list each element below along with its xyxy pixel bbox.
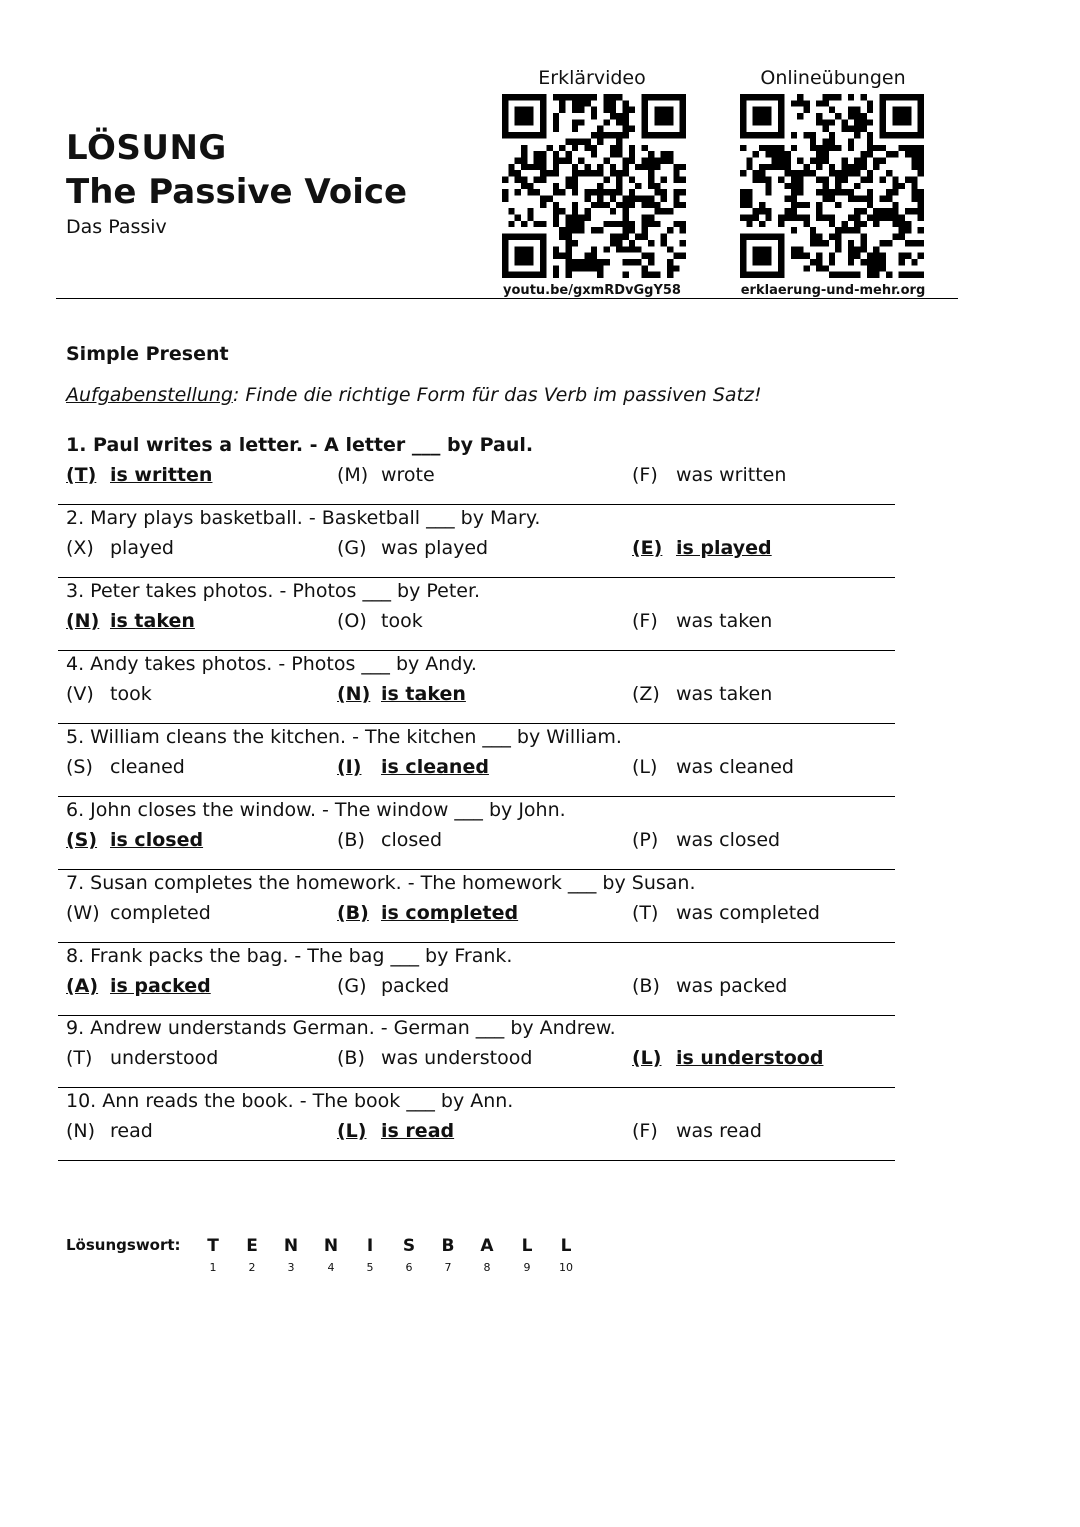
exercise-option: (Z) was taken [632, 683, 773, 705]
solution-number: 2 [248, 1261, 256, 1274]
exercise-option: (W) completed [66, 902, 211, 924]
exercise-option-correct: (L) is understood [632, 1047, 824, 1069]
solution-number: 1 [209, 1261, 217, 1274]
exercise-option-correct: (S) is closed [66, 829, 204, 851]
exercise-question: 3. Peter takes photos. - Photos ___ by Peter. [66, 580, 481, 602]
solution-letter: E [246, 1236, 258, 1256]
exercise-option: (G) was played [337, 537, 489, 559]
solution-letter: B [441, 1236, 455, 1256]
exercise-option: (G) packed [337, 975, 450, 997]
solution-number: 4 [327, 1261, 335, 1274]
exercise-item [58, 653, 895, 724]
exercise-item [58, 434, 895, 505]
solution-word-label: Lösungswort: [66, 1236, 181, 1254]
exercise-option: (N) read [66, 1120, 153, 1142]
exercise-item [58, 1090, 895, 1161]
exercise-option-correct: (A) is packed [66, 975, 211, 997]
exercise-question: 7. Susan completes the homework. - The homework ___ by Susan. [66, 872, 696, 894]
video-url: youtu.be/gxmRDvGgY58 [503, 283, 681, 298]
task-text: : Finde die richtige Form für das Verb im passiven Satz! [232, 384, 762, 406]
exercise-question: 8. Frank packs the bag. - The bag ___ by Frank. [66, 945, 513, 967]
exercise-option-correct: (N) is taken [66, 610, 195, 632]
exercise-item [58, 872, 895, 943]
exercise-option-correct: (N) is taken [337, 683, 466, 705]
exercise-option-correct: (E) is played [632, 537, 772, 559]
solution-letter: L [521, 1236, 533, 1256]
solution-title: LÖSUNG [66, 128, 227, 168]
exercise-item [58, 580, 895, 651]
solution-letter: I [366, 1236, 374, 1256]
exercise-question: 6. John closes the window. - The window ___ by John. [66, 799, 566, 821]
online-exercises-label: Onlineübungen [760, 67, 906, 89]
solution-number: 8 [483, 1261, 491, 1274]
solution-letter: A [480, 1236, 494, 1256]
exercise-option-correct: (B) is completed [337, 902, 519, 924]
video-label: Erklärvideo [538, 67, 646, 89]
solution-number: 3 [287, 1261, 295, 1274]
exercise-option-correct: (I) is cleaned [337, 756, 489, 778]
exercise-option: (T) was completed [632, 902, 820, 924]
task-instruction [66, 384, 762, 406]
exercise-option-correct: (L) is read [337, 1120, 455, 1142]
exercise-item [58, 799, 895, 870]
exercise-option: (L) was cleaned [632, 756, 794, 778]
exercise-option: (O) took [337, 610, 423, 632]
exercise-item [58, 945, 895, 1016]
exercise-question: 2. Mary plays basketball. - Basketball ___ by Mary. [66, 507, 541, 529]
exercise-option: (F) was written [632, 464, 787, 486]
solution-number: 7 [444, 1261, 452, 1274]
solution-number: 10 [559, 1261, 573, 1274]
exercise-option: (B) was packed [632, 975, 788, 997]
task-label: Aufgabenstellung [66, 384, 233, 406]
exercise-option: (F) was taken [632, 610, 773, 632]
section-title: Simple Present [66, 343, 229, 365]
page-subtitle: Das Passiv [66, 216, 167, 238]
header-divider [56, 298, 958, 299]
exercise-option: (F) was read [632, 1120, 762, 1142]
exercise-question: 1. Paul writes a letter. - A letter ___ by Paul. [66, 434, 534, 456]
exercise-option: (T) understood [66, 1047, 219, 1069]
solution-number: 9 [523, 1261, 531, 1274]
exercise-option: (B) closed [337, 829, 442, 851]
exercise-option: (B) was understood [337, 1047, 533, 1069]
qr-code-icon [740, 94, 924, 278]
exercise-item [58, 1017, 895, 1088]
exercise-question: 9. Andrew understands German. - German ___ by Andrew. [66, 1017, 616, 1039]
solution-letter: L [560, 1236, 572, 1256]
exercise-question: 5. William cleans the kitchen. - The kitchen ___ by William. [66, 726, 622, 748]
exercise-option: (X) played [66, 537, 174, 559]
exercise-item [58, 726, 895, 797]
page-title: The Passive Voice [66, 172, 408, 212]
exercise-question: 4. Andy takes photos. - Photos ___ by Andy. [66, 653, 477, 675]
exercise-option: (V) took [66, 683, 152, 705]
qr-code-icon [502, 94, 686, 278]
exercise-option: (S) cleaned [66, 756, 185, 778]
solution-number: 5 [366, 1261, 374, 1274]
exercise-item [58, 507, 895, 578]
solution-letter: N [323, 1236, 339, 1256]
solution-letter: N [283, 1236, 299, 1256]
solution-number: 6 [405, 1261, 413, 1274]
exercise-option: (P) was closed [632, 829, 781, 851]
solution-letter: S [402, 1236, 416, 1256]
solution-letter: T [207, 1236, 219, 1256]
online-url: erklaerung-und-mehr.org [740, 283, 926, 298]
exercise-option-correct: (T) is written [66, 464, 213, 486]
exercise-question: 10. Ann reads the book. - The book ___ by Ann. [66, 1090, 514, 1112]
exercise-option: (M) wrote [337, 464, 435, 486]
